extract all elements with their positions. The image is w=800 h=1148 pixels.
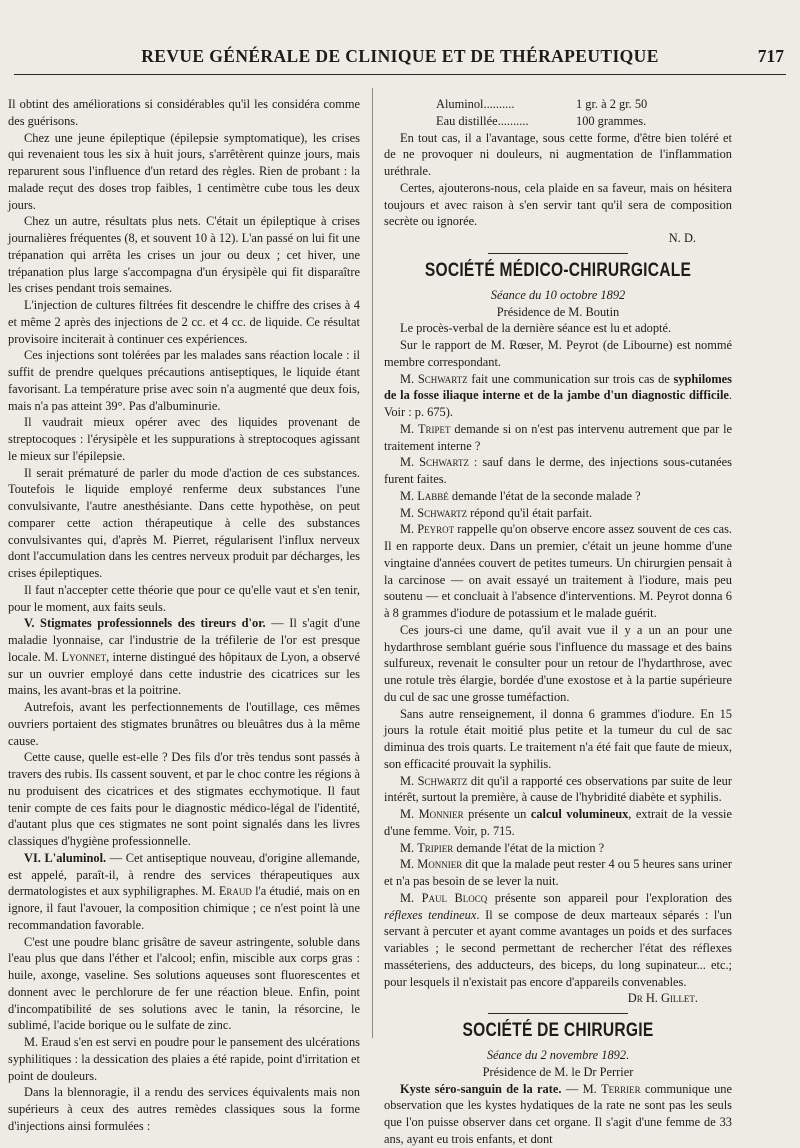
paragraph: Certes, ajouterons-nous, cela plaide en sa faveur, mais on hésitera toujours et avec raison à s'en servir tant qu'il sera de composition secrète ou ignorée. xyxy=(384,180,732,229)
person-name: Schwartz xyxy=(417,371,468,386)
paragraph: Chez une jeune épileptique (épilepsie symptomatique), les crises qui revenaient tous les six à huit jours, s'arrêtèrent quinze jours, mais reparurent sous l'influence d'un retard des règles. Rien de probant : la malade reçut des doses trop faibles, 1 centimètre cube tous les deux jours. xyxy=(8,130,360,212)
session-date: Séance du 2 novembre 1892. xyxy=(486,1048,630,1062)
author-signature: Dr H. Gillet. xyxy=(627,991,698,1006)
section-aluminol: VI. L'aluminol. — Cet antiseptique nouveau, d'origine allemande, est appelé, paraît-il, à rendre des services thérapeutiques aux dermatologistes et aux syphiligraphes. M. Eraud l'a étudié, mais on en ignore, il faut l'avouer, la composition chimique ; ce n'est point là une recommandation favorable. xyxy=(8,850,361,932)
society-title: SOCIÉTÉ MÉDICO-CHIRURGICALE xyxy=(424,259,692,281)
running-header xyxy=(14,44,786,75)
paragraph: Chez un autre, résultats plus nets. C'était un épileptique à crises journalières fréquentes (8, et souvent 10 à 12). L'an passé on lui fit une trépanation qui arrêta les crises un jour ou deux ; cet hiver, une trépanation plus large s'accompagna d'un érysipèle qui fit disparaître les crises pendant trois semaines. xyxy=(8,214,360,296)
page-number: 717 xyxy=(757,46,784,66)
communication-title: calcul volumineux xyxy=(530,807,629,821)
paragraph: Cette cause, quelle est-elle ? Des fils d'or très tendus sont passés à travers des rubis. Ils cassent souvent, et par le choc contre les régions à nu produisent des cicatrices et des stigmates ecchymotique. Il faut tenir compte de ces faits pour le diagnostic médico-légal de l'identité, d'autant plus que ces stigmates ne sont point signalés dans les livres classiques d'hygiène professionnelle. xyxy=(8,750,360,848)
communication-title: syphilomes de la fosse iliaque interne et de la jambe d'un diagnostic difficile xyxy=(384,371,733,403)
person-name: Peyrot xyxy=(417,522,455,537)
paragraph: M. Monnier dit que la malade peut rester 4 ou 5 heures sans uriner et n'a pas besoin de se lever la nuit. xyxy=(384,857,732,888)
section-heading: V. Stigmates professionnels des tireurs d'or. xyxy=(24,616,266,631)
person-name: Schwartz xyxy=(417,773,468,788)
person-name: Terrier xyxy=(601,1081,641,1096)
paragraph: Ces injections sont tolérées par les malades sans réaction locale : il suffit de prendre quelques précautions antiseptiques, le liquide étant favorisant. La température prise avec soin n'a augmenté que deux fois, mais n'a pas atteint 39°. Pas d'albuminurie. xyxy=(8,348,360,413)
paragraph: M. Schwartz : sauf dans le derme, des injections sous-cutanées furent faites. xyxy=(384,455,732,486)
paragraph: Sur le rapport de M. Rœser, M. Peyrot (de Libourne) est nommé membre correspondant. xyxy=(384,338,732,369)
paragraph: Il obtint des améliorations si considérables qu'il les considéra comme des guérisons. xyxy=(8,97,360,128)
paragraph: Sans autre renseignement, il donna 6 grammes d'iodure. En 15 jours la rotule était moitié plus petite et la tumeur du cul de sac diminua des trois quarts. Le traitement n'a été fait que faute de mieux, son efficacité prouvait la syphilis. xyxy=(384,706,732,771)
column-divider xyxy=(372,88,373,1038)
paragraph: M. Schwartz dit qu'il a rapporté ces observations par suite de leur intérêt, surtout la première, à cause de l'hybridité diabète et syphilis. xyxy=(384,773,732,805)
paragraph: Il vaudrait mieux opérer avec des liquides provenant de streptocoques : l'érysipèle et les suppurations à streptocoques agissant le mieux sur l'épilepsie. xyxy=(8,415,360,463)
person-name: Monnier xyxy=(417,857,463,872)
person-name: Monnier xyxy=(418,807,464,821)
right-column xyxy=(384,96,733,1146)
left-column xyxy=(8,96,361,1133)
paragraph: M. Peyrot rappelle qu'on observe encore assez souvent de ces cas. Il en rapporte deux. Dans un premier, c'était un jeune homme d'une vingtaine d'années couvert de petites tumeurs. Un chirurgien pensait à la carcinose — on avait essayé un traitement à l'iodure, mais peu soutenu — et concluait à l'absence d'interventions. M. Peyrot donna 6 à 8 grammes d'iodure de potassium et le malade guérit. xyxy=(384,522,733,620)
formula-line: Aluminol.......... 1 gr. à 2 gr. 50 xyxy=(436,97,648,111)
paragraph: M. Eraud s'en est servi en poudre pour le pansement des ulcérations syphilitiques : la dessication des plaies a été rapide, point d'irritation et point de douleurs. xyxy=(8,1035,360,1083)
paragraph: M. Monnier présente un calcul volumineux, extrait de la vessie d'une femme. Voir, p. 715. xyxy=(384,807,732,838)
section-heading: VI. L'aluminol. xyxy=(24,850,107,865)
paragraph: En tout cas, il a l'avantage, sous cette forme, d'être bien toléré et de ne provoquer ni douleurs, ni augmentation de l'inflammation uréthrale. xyxy=(384,130,732,178)
person-name: Schwartz xyxy=(419,455,469,470)
journal-title: REVUE GÉNÉRALE DE CLINIQUE ET DE THÉRAPEUTIQUE xyxy=(141,46,659,66)
person-name: Lyonnet xyxy=(61,649,107,664)
paragraph: Le procès-verbal de la dernière séance est lu et adopté. xyxy=(400,321,672,336)
paragraph: Dans la blennoragie, il a rendu des services équivalents mais non supérieurs à ceux des autres remèdes classiques sous la forme d'injections ainsi formulées : xyxy=(8,1085,360,1133)
session-date: Séance du 10 octobre 1892 xyxy=(490,287,626,302)
section-separator xyxy=(488,1013,628,1014)
paragraph: M. Tripier demande l'état de la miction ? xyxy=(400,840,605,855)
paragraph: Il faut n'accepter cette théorie que pour ce qu'elle vaut et s'en tenir, pour le moment, aux faits seuls. xyxy=(8,582,360,614)
paragraph: Ces jours-ci une dame, qu'il avait vue il y a un an pour une hydarthrose semblant guérie sous l'influence du massage et des bains sulfureux, revenait le consulter pour un retour de l'hydarthrose, avec une rotule très élargie, bordée d'une exostose et à la partie supérieure du cul de sac une grosse tuméfaction. xyxy=(384,622,732,704)
paragraph: C'est une poudre blanc grisâtre de saveur astringente, soluble dans l'eau plus que dans l'éther et l'alcool; enfin, miscible aux corps gras : huile, axonge, vaseline. Ses solutions aqueuses sont fluorescentes et donnent avec le perchlorure de fer une réaction bleue. Enfin, point d'incompatibilité de ses solutions avec le tanin, la résorcine, le sublimé, l'acide borique ou le sulfate de zinc. xyxy=(8,934,360,1033)
paragraph: M. Paul Blocq présente son appareil pour l'exploration des réflexes tendineux. Il se compose de deux marteaux séparés : l'un servant à percuter et ayant comme avantages un poids et des surfaces variables ; le second permettant de rechercher l'état des réflexes masséteriens, des adducteurs, des biceps, du long supinateur... etc.; pour lesquels il n'existait pas encore d'appareils convenables. xyxy=(384,890,733,989)
person-name: Eraud xyxy=(218,884,252,899)
society-title: SOCIÉTÉ DE CHIRURGIE xyxy=(462,1020,654,1041)
presidency: Présidence de M. Boutin xyxy=(496,304,620,319)
person-name: Schwartz xyxy=(417,505,468,520)
formula-line: Eau distillée.......... 100 grammes. xyxy=(436,113,647,128)
person-name: Tripet xyxy=(417,421,451,436)
paragraph: M. Schwartz répond qu'il était parfait. xyxy=(400,505,593,520)
person-name: Tripier xyxy=(417,840,454,855)
paragraph: M. Labbé demande l'état de la seconde malade ? xyxy=(400,488,641,503)
section-separator xyxy=(488,253,628,254)
communication-title: Kyste séro-sanguin de la rate. xyxy=(400,1081,562,1096)
section-stigmates: V. Stigmates professionnels des tireurs d'or. — Il s'agit d'une maladie lyonnaise, car l'industrie de la tréfilerie de l'or est presque locale. M. Lyonnet, interne distingué des hôpitaux de Lyon, a observé sur un ouvrier employé dans cette industrie des cicatrices sur les mains, les avant-bras et la poitrine. xyxy=(8,616,360,698)
paragraph: M. Tripet demande si on n'est pas intervenu autrement que par le traitement interne ? xyxy=(384,421,733,453)
presidency: Présidence de M. le Dr Perrier xyxy=(482,1064,634,1079)
paragraph: L'injection de cultures filtrées fit descendre le chiffre des crises à 4 et même 2 après des injections de 2 cc. et 4 cc. de liquide. Ce résultat provisoire inciterait à continuer ces expériences. xyxy=(8,298,360,346)
person-name: Labbé xyxy=(417,488,449,503)
author-signature: N. D. xyxy=(668,231,696,245)
paragraph: M. Schwartz fait une communication sur trois cas de syphilomes de la fosse iliaque interne et de la jambe d'un diagnostic difficile. Voir : p. 675). xyxy=(384,371,733,419)
paragraph: Kyste séro-sanguin de la rate. — M. Terrier communique une observation que les kystes hydatiques de la rate ne sont pas les seuls que l'on puisse observer dans cet organe. Il s'agit d'une femme de 33 ans, ayant eu trois enfants, et dont xyxy=(384,1081,732,1146)
person-name: Paul Blocq xyxy=(421,890,488,905)
paragraph: Il serait prématuré de parler du mode d'action de ces substances. Toutefois le liquide employé renferme deux substances l'une convulsivante, l'autre anesthésiante. Dans cette hypothèse, on peut comparer cette action thérapeutique à celle des substances convulsivantes qui, d'après M. Pierret, régularisent l'influx nerveux dont l'accumulation dans les centres nerveux produit par décharges, les crises épileptiques. xyxy=(8,465,360,580)
paragraph: Autrefois, avant les perfectionnements de l'outillage, ces mêmes ouvriers portaient des stigmates brunâtres ou bleuâtres dus à la même cause. xyxy=(8,700,360,748)
italic-term: réflexes tendineux xyxy=(384,907,477,922)
